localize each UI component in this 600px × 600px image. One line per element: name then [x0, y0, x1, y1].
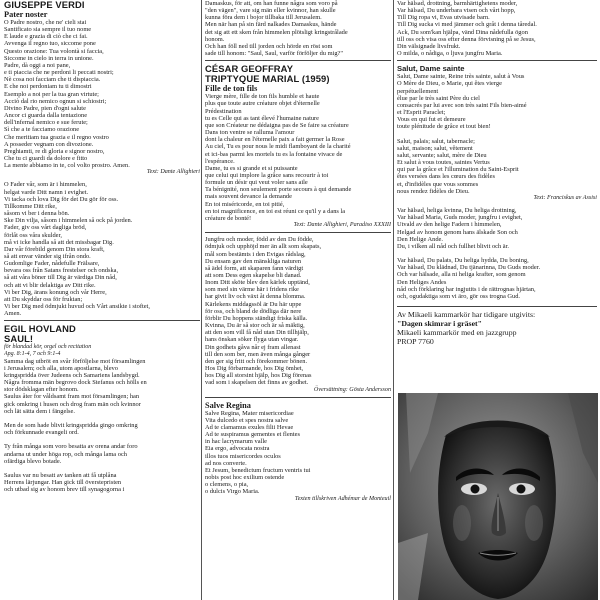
geoffray-subtitle: TRIPTYQUE MARIAL (1959)	[205, 73, 330, 85]
text-line: att den som vill få nåd utan Din tillhjälp,	[205, 329, 309, 337]
text-line: toute plénitude de grâce et tout bien!	[397, 123, 491, 131]
text-line	[4, 436, 200, 443]
text-line: Fader, giv oss vårt dagliga bröd,	[4, 224, 87, 232]
text-line: vad som i skapelsen det finns av godhet.	[205, 379, 309, 387]
text-line: bevara oss från Satans frestelser och ondska,	[4, 267, 119, 275]
text-line	[4, 415, 200, 422]
hovland-scripture-ref: Apg. 8:1-4, 7 och 9:1-4	[4, 351, 61, 357]
text-line: o dulcis Virgo Maria.	[205, 488, 260, 496]
text-line: Nè cosa noi facciam che ti dispiaccia.	[4, 76, 101, 84]
text-line: l'espérance.	[205, 157, 235, 165]
text-line: och förkunnade evangeli ord.	[4, 429, 79, 437]
text-line: Esemplo a noi per la tua gran virtute;	[4, 90, 99, 98]
divider	[205, 232, 391, 233]
text-line: et, d'infidèles que vous sommes	[397, 180, 479, 188]
text-line: sade till honom: "Saul, Saul, varför förföljer du mig?"	[205, 50, 343, 58]
text-line: har givit liv och växt åt denna blomma.	[205, 293, 306, 301]
text-line: Samma dag utbröt en svår förföljelse mot församlingen	[4, 357, 146, 365]
divider	[4, 320, 200, 321]
text-line: Che tu ci guardi da dolore e fitto	[4, 154, 88, 162]
hovland-text-continued	[205, 0, 391, 57]
text-line: Prédestination	[205, 107, 242, 115]
column-3	[397, 0, 597, 346]
hovland-instrumentation: för blandad kör, orgel och recitation	[4, 344, 92, 351]
text-line: Var hälsad, heliga kvinna, Du heliga drottning,	[397, 207, 517, 215]
text-line: O Padre nostro, che ne' cieli stai	[4, 19, 87, 26]
text-line: Vita dulcedo et spes nostra salve	[205, 416, 289, 424]
text-line: som med sin värme här i fridens rike	[205, 286, 299, 294]
text-line: och att vi blir delaktiga av Ditt rike.	[4, 281, 96, 289]
text-line: Ancor ci guarda dalla tentazione	[4, 112, 88, 120]
text-line: que celui qui implore la grâce sans recourir à toi	[205, 171, 329, 179]
text-line: Till Dig ropa vi, Evas utvisade barn.	[397, 14, 490, 22]
text-line	[4, 465, 200, 472]
verdi-subtitle: Pater noster	[4, 10, 48, 19]
hovland-title: EGIL HOVLAND	[4, 323, 76, 335]
text-line: dell'infernal nemico e sue ferute;	[4, 119, 88, 127]
text-line: mais souvent devance la demande	[205, 193, 292, 201]
text-line: Salut, palais; salut, tabernacle;	[397, 137, 475, 145]
text-line: och lät sätta dem i fängelse.	[4, 407, 75, 415]
geoffray-swedish-text	[205, 236, 391, 386]
verdi-credit: Text: Dante Allighieri	[146, 169, 200, 176]
text-line: må vi icke handla så att det missbagar Dig.	[4, 238, 114, 246]
text-line: den ger sig fritt och förekommer bönen.	[205, 357, 308, 365]
divider	[205, 397, 391, 398]
text-line: Den Heliges Andes	[397, 278, 447, 286]
text-line: A posseder vegnam con divozione.	[4, 140, 94, 148]
verdi-italian-text	[4, 19, 200, 169]
releases-heading: Av Mikaeli kammarkör har tidigare utgivits:	[397, 310, 536, 320]
text-line: att som Dess egen skapelse bli danad.	[205, 272, 302, 279]
releases-catalog: PROP 7760	[397, 337, 434, 347]
text-line: mål som bestämts i den Evigas rådslag,	[205, 250, 306, 258]
text-line: tu es Celle qui as tant élevé l'humaine nature	[205, 114, 320, 122]
text-line: formule un désir qui veut voler sans aile	[205, 179, 308, 187]
text-line: e ti piaccia che ne perdoni li peccati nostri;	[4, 69, 114, 77]
text-line: illos tuos misericordes oculos	[205, 452, 281, 460]
text-line: Che meritiam tua grazia e il regno vostro	[4, 133, 109, 141]
text-line: andarna ut under höga rop, och många lama och	[4, 450, 127, 458]
text-line: Et salut à vous toutes, saintes Vertus	[397, 159, 490, 167]
text-line: Sì che a te facciamo orazione	[4, 126, 80, 134]
text-line: La mente abbiamo in te, col volto prostro. Amen.	[4, 162, 130, 170]
salve-subtitle: Salve Regina	[205, 400, 251, 410]
text-line: Kärlekens middagssöl är Du här uppe	[205, 300, 302, 308]
geoffray-french-text	[205, 93, 391, 222]
text-line: i Jerusalem; och alla, utom apostlarna, blevo	[4, 364, 118, 372]
text-line: Et Jesum, benedictum fructum ventris tui	[205, 466, 311, 474]
text-line: qui par la grâce et l'illumination du Saint-Esprit	[397, 166, 519, 174]
text-line: Var hälsad, Du klädnad, Du tjänarinna, Du Guds moder.	[397, 264, 541, 272]
text-line: Hos Dig förbarmande, hos Dig ömhet,	[205, 365, 304, 373]
salve-credit: Texten tillskriven Adhémar de Monteuil	[294, 495, 391, 502]
text-line: såsom vi ber i denna bön.	[4, 210, 70, 218]
column-rule	[393, 0, 394, 600]
text-line: Padre, dà oggi a noi pane,	[4, 61, 71, 69]
text-line: Santificato sia sempre il tuo nome	[4, 26, 92, 34]
text-line: Din välsignade livsfrukt.	[397, 42, 461, 50]
text-line: Saulus var nu besatt av tanken att få utplåna	[4, 472, 117, 480]
mask-artwork-image	[398, 393, 598, 600]
text-line: kunna föra dem i bojor tillbaka till Jerusalem.	[205, 14, 322, 22]
salut-swedish-text	[397, 207, 597, 300]
text-line: Ack, Du som'kan hjälpa, vänd Dina nådefulla ögon	[397, 28, 528, 36]
text-line: Kvinna, Du är så stor och är så mäktig,	[205, 322, 305, 330]
text-line: Divino Padre, pien d'ogni salute	[4, 104, 86, 112]
text-line: Ad te suspiramus gementes et flentes	[205, 431, 300, 439]
text-line: salut, servante; salut, mère de Dieu	[397, 151, 487, 159]
text-line: så ädel form, att skaparen fann värdigt	[205, 264, 304, 272]
text-line: Utvald av den helige Fadern i himmelen,	[397, 221, 502, 229]
text-line: O Mère de Dieu, o Marie, qui êtes vierge	[397, 80, 502, 88]
text-line: créature de bonté!	[205, 214, 252, 222]
text-line: så att våra böner till Dig är värdiga Din nåd,	[4, 274, 117, 282]
text-line: O milda, o nådiga, o ljuva jungfru Maria.	[397, 50, 503, 58]
text-line: Preghiamti, re di gloria e signor nostro,	[4, 147, 105, 155]
text-line: "den vägen", vare sig män eller kvinnor, han skulle	[205, 7, 336, 15]
text-line: ad nos converte.	[205, 459, 247, 467]
text-line: O Fader vår, som är i himmelen,	[4, 181, 87, 189]
column-2	[205, 0, 391, 503]
text-line: Vierge mère, fille de ton fils humble et haute	[205, 93, 320, 101]
text-line: Ta bénignité, non seulement porte secours à qui demande	[205, 186, 352, 194]
text-line: Vi tacka och lova Dig för det Du gör för oss.	[4, 195, 119, 203]
text-line: Den Helige Ande.	[397, 235, 443, 243]
text-line: Men när han på sin färd nalkades Damaskus, hände	[205, 21, 337, 29]
text-line: salut, maison; salut, vêtement	[397, 144, 473, 152]
text-line: en toi magnificence, en toi est réuni ce qu'il y a dans la	[205, 207, 346, 215]
text-line: Tillkomme Ditt rike,	[4, 202, 57, 210]
text-line: perpétuellement	[397, 87, 439, 95]
text-line: Vous en qui fut et demeure	[397, 116, 466, 124]
divider	[397, 60, 597, 61]
text-line: för oss, och bland de dödliga där nere	[205, 307, 302, 315]
hovland-text	[4, 358, 200, 494]
text-line: Jungfru och moder, född av den Du födde,	[205, 236, 314, 244]
text-line: Saulus åter for våldsamt fram mot församlingen; han	[4, 393, 140, 401]
text-line: En toi miséricorde, en toi pitié,	[205, 200, 285, 208]
text-line: dont la chaleur en l'éternelle paix a fait germer la Rose	[205, 136, 345, 144]
text-line: Dar vår förebild genom Din stora kraft,	[4, 245, 105, 253]
text-line: så att envar vänder sig ifrån ondo.	[4, 253, 91, 260]
text-line: Var hälsad, Du underbara visen och vårt hopp,	[397, 7, 516, 15]
text-line: det sig att ett sken från himmelen plötsligt kringstrålade	[205, 28, 348, 36]
text-line: Var hälsad, Du palats, Du heliga hydda, Du boning,	[397, 257, 529, 265]
text-line: Damaskus, för att, om han funne några som voro på	[205, 0, 338, 7]
text-line	[397, 131, 597, 138]
text-line: Men de som hade blivit kringspridda gingo omkring	[4, 422, 138, 429]
text-line: Avvenga il regno tuo, siccome pone	[4, 40, 96, 48]
text-line: förlåt oss våra skulder,	[4, 231, 62, 239]
text-line	[397, 250, 597, 257]
text-line: que son Créateur ne dédaigna pas de Se faire sa créature	[205, 121, 349, 129]
divider	[397, 306, 597, 307]
text-line: hans önskan söker flyga utan vingar.	[205, 336, 299, 344]
text-line: till den som ber, men även många gånger	[205, 350, 311, 358]
releases-artist: Mikaeli kammarkör med en jazzgrupp	[397, 328, 517, 338]
hovland-subtitle: SAUL!	[4, 333, 34, 345]
text-line: plus que toute autre créature objet d'éternelle	[205, 100, 320, 108]
text-line: att Du skyddar oss för fruktan;	[4, 295, 83, 303]
text-line: honom.	[205, 35, 225, 43]
text-line: hos Dig all storsint hjälp, hos Dig förenas	[205, 372, 312, 380]
text-line: Du ensam gav den mänskliga naturen	[205, 257, 302, 265]
salut-title: Salut, Dame sainte	[397, 64, 465, 74]
text-line: êtes versées dans les cœurs des fidèles	[397, 173, 495, 181]
text-line: Till Dig sucka vi med jämmer och gråt i denna tåredal.	[397, 21, 537, 29]
salve-swedish-text	[397, 0, 597, 57]
text-line: Din godhets gåva når ej fram allenast	[205, 343, 301, 351]
text-line: o clemens, o pia,	[205, 481, 249, 489]
text-line: et ici-bas parmi les mortels tu es la fontaine vivace de	[205, 150, 343, 158]
text-line: Acciò dal rio nemico ognun si schiostri;	[4, 97, 107, 105]
text-line: och utbad sig av honom brev till synagogorna i	[4, 486, 125, 494]
geoffray-credit: Text: Dante Allighieri, Paradiso XXXIII	[293, 222, 391, 229]
text-line: Vi ber Dig med ödmjukt huvud och Vårt ansikte i stoftet,	[4, 303, 150, 311]
text-line: Au ciel, Tu es pour nous le midi flamboyant de la charité	[205, 143, 351, 151]
text-line: Ty från många som voro besatta av orena andar foro	[4, 443, 138, 451]
verdi-swedish-text	[4, 181, 200, 317]
text-line: Salve Regina, Mater misericordiae	[205, 409, 294, 417]
text-line: Och han föll ned till jorden och hörde en röst som	[205, 42, 333, 50]
text-line: Var hälsad Maria, Guds moder, jungfru i evighet,	[397, 214, 523, 222]
releases-title: "Dagen skimrar i gräset"	[397, 319, 482, 329]
text-line: Inom Ditt sköte blev den kärlek upptänd,	[205, 279, 310, 287]
text-line: stor dödsklagan efter honom.	[4, 386, 79, 394]
text-line: nåd och förklaring har ingjutits i de rättrognas hjärtan,	[397, 285, 536, 293]
text-line: Gudomlige Fader, nådefulle Frälsare,	[4, 260, 100, 268]
text-line: E laude e grazia di ciò che ci fai.	[4, 33, 88, 41]
text-line: Ad te clamamus exules filii Hevae	[205, 423, 294, 431]
text-line: Dame, tu es si grande et si puissante	[205, 164, 298, 172]
text-line: E che noi perdoniam tu ti dimostri	[4, 83, 92, 91]
text-line: till oss och visa oss efter denna förvisning på se Jesus,	[397, 35, 536, 43]
column-1	[4, 0, 200, 494]
geoffray-title: CÉSAR GEOFFRAY	[205, 63, 294, 75]
text-line: gick omkring i husen och drog fram män och kvinnor	[4, 400, 141, 408]
text-line: Siccome in cielo in terra in unione.	[4, 54, 94, 62]
geoffray-translator: Översättning: Gösta Andersson	[313, 386, 391, 393]
text-line: Questo orazione: Tua volontà si faccia,	[4, 47, 104, 55]
salut-credit: Text: Franciskus av Assisi	[533, 194, 597, 201]
text-line: nobis post hoc exilium ostende	[205, 474, 285, 482]
text-line: Vi ber Dig, ärans konung och vår Herre,	[4, 288, 107, 296]
geoffray-movement-title: Fille de ton fils	[205, 84, 258, 94]
salve-latin-text	[205, 410, 391, 496]
text-line: et l'Esprit Paraclet;	[397, 109, 446, 117]
column-rule	[201, 0, 202, 600]
text-line: förblir Du hoppens ständigt friska källa.	[205, 314, 308, 322]
text-line: ofärdiga blevo botade.	[4, 457, 62, 465]
divider	[205, 60, 391, 61]
text-line: Salut, Dame sainte, Reine très sainte, salut à Vous	[397, 73, 525, 81]
text-line: consacrés par lui avec son très saint Fils bien-aimé	[397, 101, 527, 109]
text-line: Amen.	[4, 310, 22, 318]
text-line: Helgad av honom genom hans älskade Son och	[397, 228, 518, 236]
text-line: Herrens lärjungar. Han gick till överstepristen	[4, 479, 122, 487]
text-line: Några fromma män begrovo dock Stefanus och hölls en	[4, 379, 147, 387]
text-line: nous rendez fidèles de Dieu.	[397, 187, 470, 195]
text-line: élue par le très saint Père du ciel	[397, 94, 480, 102]
text-line: Dans ton ventre se ralluma l'amour	[205, 129, 295, 137]
text-line: helgat varde Ditt namn i evighet.	[4, 188, 89, 196]
text-line: och, ogudaktiga som vi äro, gör oss trogna Gud.	[397, 292, 521, 300]
text-line: Ske Din vilja, såsom i himmelen så ock på jorden.	[4, 217, 133, 225]
verdi-title: GIUSEPPE VERDI	[4, 0, 85, 10]
salut-french-text	[397, 73, 597, 195]
text-line: Du, i vilken all nåd och fullhet blivit och är.	[397, 242, 509, 250]
text-line: Var hälsad, drottning, barmhärtighetens moder,	[397, 0, 518, 7]
text-line: Och var hälsade, alla ni heliga krafter, som genom	[397, 271, 526, 279]
text-line: ödmjuk och upphöjd mer än allt som skapats,	[205, 243, 322, 251]
text-line: in hac lacrymarum valle	[205, 438, 267, 446]
text-line: kringspridda över Judeens och Samariens landsbygd.	[4, 371, 140, 379]
text-line: Eia ergo, advocata nostra	[205, 445, 270, 453]
